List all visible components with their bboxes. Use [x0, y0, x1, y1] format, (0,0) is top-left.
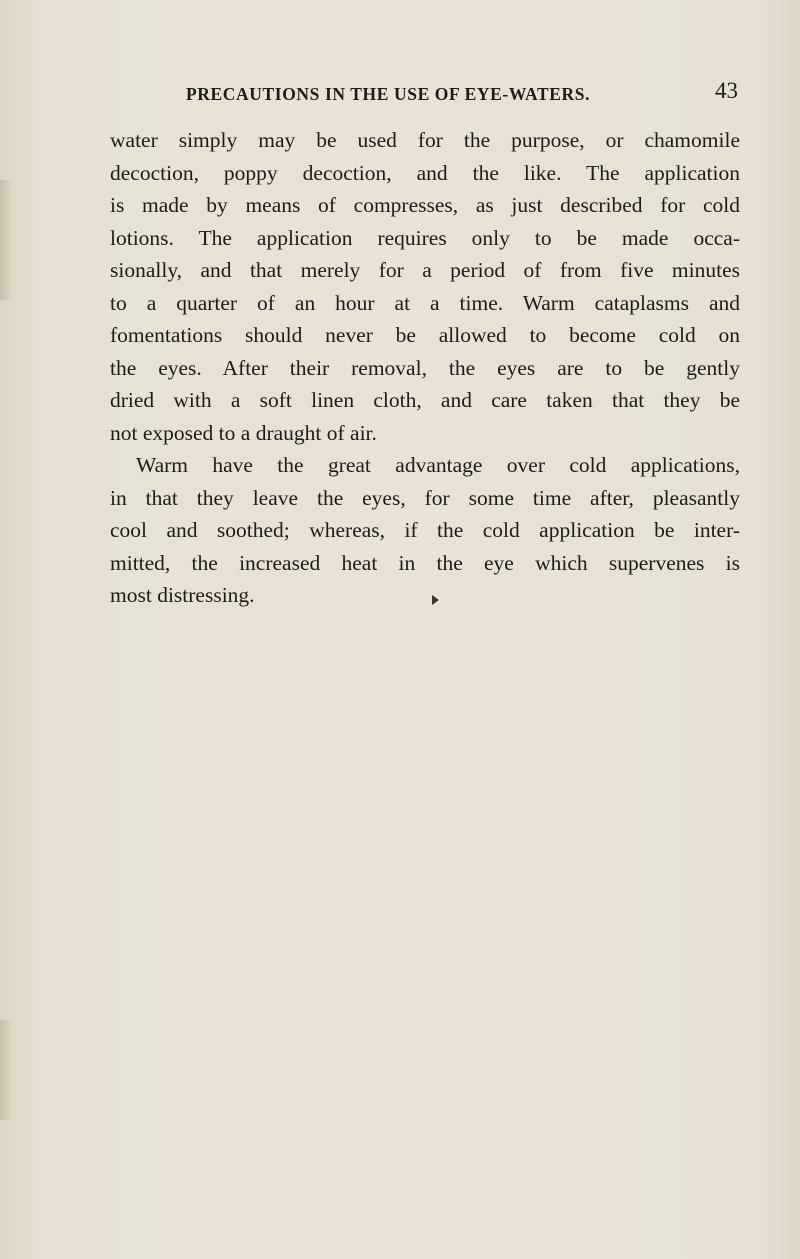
text-line: the eyes. After their removal, the eyes are to be gently — [110, 355, 740, 380]
text-line: cool and soothed; whereas, if the cold application be inter- — [110, 518, 740, 542]
margin-stain-top — [0, 180, 14, 300]
text-line: decoction, poppy decoction, and the like. The application — [110, 160, 740, 185]
margin-stain-bottom — [0, 1020, 14, 1120]
text-line: dried with a soft linen cloth, and care taken that they be — [110, 388, 740, 412]
text-line: not exposed to a draught of air. — [110, 420, 377, 445]
text-line: Warm have the great advantage over cold applications, — [136, 453, 740, 477]
text-line: fomentations should never be allowed to become cold on — [110, 323, 740, 347]
printer-mark-icon — [432, 595, 439, 605]
page-number: 43 — [715, 78, 738, 103]
text-line: sionally, and that merely for a period of from five minutes — [110, 258, 740, 282]
text-line: water simply may be used for the purpose, or chamomile — [110, 128, 740, 152]
running-head — [186, 78, 738, 108]
text-line: lotions. The application requires only to be made occa- — [110, 225, 740, 250]
running-title: PRECAUTIONS IN THE USE OF EYE-WATERS. — [186, 84, 591, 104]
text-line: mitted, the increased heat in the eye which supervenes is — [110, 550, 740, 575]
text-line: is made by means of compresses, as just described for cold — [110, 193, 740, 217]
text-line: to a quarter of an hour at a time. Warm cataplasms and — [110, 290, 740, 315]
body-text — [110, 124, 740, 612]
text-line: in that they leave the eyes, for some time after, pleasantly — [110, 485, 740, 510]
text-line: most distressing. — [110, 583, 255, 607]
